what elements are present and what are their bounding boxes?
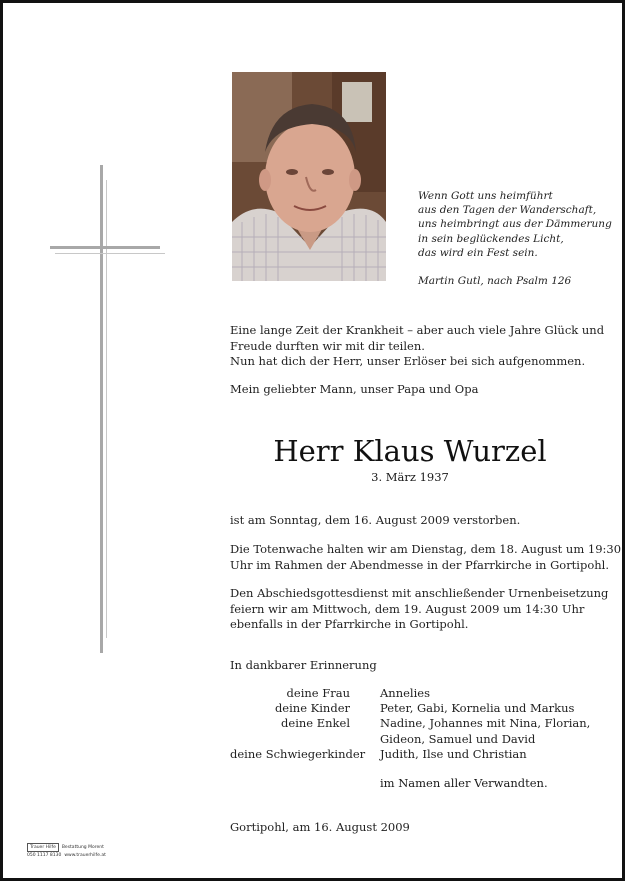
thanks-line: In dankbarer Erinnerung xyxy=(230,658,377,672)
deceased-name: Herr Klaus Wurzel xyxy=(273,434,547,468)
survivor-names: Gideon, Samuel und David xyxy=(380,731,536,746)
birth-date: 3. März 1937 xyxy=(371,470,449,484)
funeral-line: Den Abschiedsgottesdienst mit anschließender Urnenbeisetzung xyxy=(230,586,609,600)
survivor-row xyxy=(230,716,590,731)
funeral-line: ebenfalls in der Pfarrkirche in Gortipohl. xyxy=(230,617,469,631)
logo-left-bottom: 050 1117 8130 xyxy=(27,853,62,858)
poem xyxy=(418,189,618,288)
logo-right-bottom: www.trauerhilfe.at xyxy=(64,853,106,858)
survivor-role: deine Enkel xyxy=(281,716,350,731)
poem-line: Wenn Gott uns heimführt xyxy=(418,190,553,202)
survivor-names: Annelies xyxy=(380,686,430,700)
portrait-photo xyxy=(232,72,386,281)
logo-right-top: Bestattung Morent xyxy=(61,845,104,850)
place-date: Gortipohl, am 16. August 2009 xyxy=(230,820,410,834)
poem-author: Martin Gutl, nach Psalm 126 xyxy=(418,275,572,288)
wake-paragraph xyxy=(230,542,622,573)
intro-paragraph xyxy=(230,323,605,370)
cross-horizontal-bar xyxy=(50,246,160,249)
survivor-row xyxy=(230,732,590,747)
intro-line: Freude durften wir mit dir teilen. xyxy=(230,338,425,353)
intro-line: Eine lange Zeit der Krankheit – aber auch viele Jahre Glück und xyxy=(230,323,605,337)
poem-line: aus den Tagen der Wanderschaft, xyxy=(418,204,597,217)
survivor-row xyxy=(230,701,590,716)
poem-line: in sein beglückendes Licht, xyxy=(418,232,564,245)
poem-line: uns heimbringt aus der Dämmerung xyxy=(418,218,612,231)
survivor-role: deine Frau xyxy=(286,686,350,700)
relatives-line: im Namen aller Verwandten. xyxy=(380,776,548,790)
funeral-line: feiern wir am Mittwoch, dem 19. August 2009 um 14:30 Uhr xyxy=(230,601,585,616)
survivor-role xyxy=(230,732,380,747)
cross-horizontal-shadow xyxy=(55,253,165,254)
wake-line: Die Totenwache halten wir am Dienstag, dem 18. August um 19:30 xyxy=(230,542,622,556)
survivors-list xyxy=(230,686,590,762)
survivor-names: Nadine, Johannes mit Nina, Florian, xyxy=(380,716,591,731)
intro-line: Nun hat dich der Herr, unser Erlöser bei sich aufgenommen. xyxy=(230,354,586,368)
funeral-paragraph xyxy=(230,586,609,633)
survivor-role: deine Schwiegerkinder xyxy=(230,746,366,761)
poem-line: das wird ein Fest sein. xyxy=(418,246,538,259)
funeral-home-logo xyxy=(27,843,106,859)
logo-left-top: Trauer Hilfe xyxy=(27,843,59,852)
survivor-names: Peter, Gabi, Kornelia und Markus xyxy=(380,701,575,716)
survivor-names: Judith, Ilse und Christian xyxy=(380,746,527,761)
greeting: Mein geliebter Mann, unser Papa und Opa xyxy=(230,382,479,396)
survivor-row xyxy=(230,686,590,701)
wake-line: Uhr im Rahmen der Abendmesse in der Pfarrkirche in Gortipohl. xyxy=(230,557,610,572)
survivor-row xyxy=(230,747,590,762)
cross-vertical-bar xyxy=(100,165,103,653)
survivor-role: deine Kinder xyxy=(274,701,350,716)
death-notice: ist am Sonntag, dem 16. August 2009 verstorben. xyxy=(230,513,521,527)
